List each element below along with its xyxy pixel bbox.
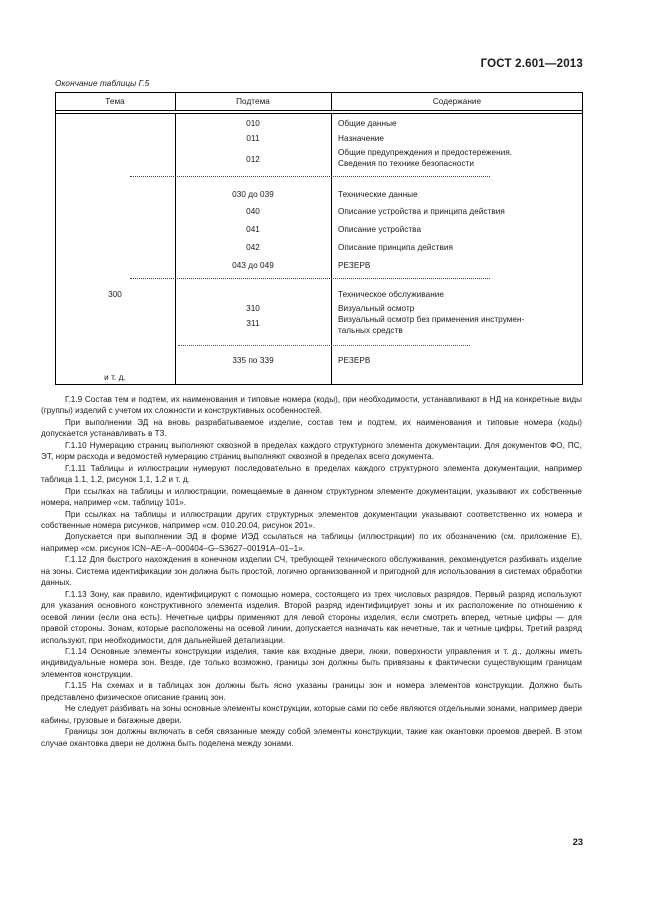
paragraph: Г.1.12 Для быстрого нахождения в конечном изделии СЧ, требующей технического обслуживания, рекомендуется разбивать изделие на зоны. Система идентификации зон должна быть простой, логично организованной и пригодной для использования в системах обработки данных. <box>41 555 582 588</box>
table-cell-content: Сведения по технике безопасности <box>338 159 475 168</box>
table-cell-theme: 300 <box>108 290 122 299</box>
table-cell-content: РЕЗЕРВ <box>338 356 371 365</box>
table-cell-content: РЕЗЕРВ <box>338 261 371 270</box>
table-cell-subtheme: 335 по 339 <box>232 356 274 365</box>
table-cell-content: Назначение <box>338 134 384 143</box>
paragraph: Г.1.11 Таблицы и иллюстрации нумеруют последовательно в пределах каждого структурного элемента документации, например таблица 1.1, 1.2, рисунок 1.1, 1.2 и т. д. <box>41 463 582 485</box>
table-dotted-separator <box>178 345 470 346</box>
page-number: 23 <box>572 837 583 847</box>
paragraph: Г.1.15 На схемах и в таблицах зон должны быть ясно указаны границы зон и номера элементов конструкции. Должно быть представлено физическое описание границ зон. <box>41 681 582 702</box>
table-dotted-separator <box>130 176 490 177</box>
body-text-block <box>41 394 582 749</box>
paragraph: Г.1.10 Нумерацию страниц выполняют сквозной в пределах каждого структурного элемента документации. Для документов ФО, ПС, ЭТ, норм расхода и ведомостей нумерацию страниц выполняют сквозной в пределах всего документа. <box>41 440 582 462</box>
table-cell-content: тальных средств <box>338 326 403 335</box>
paragraph: При выполнении ЭД на вновь разрабатываемое изделие, состав тем и подтем, их наименования и типовые номера (коды) допускается устанавливать в ТЗ. <box>41 417 582 439</box>
paragraph: При ссылках на таблицы и иллюстрации, помещаемые в данном структурном элементе документации, указывают их собственные номера, например «см. таблицу 101». <box>41 486 582 508</box>
table-cell-subtheme: 011 <box>246 134 260 143</box>
table-column-header-content: Содержание <box>432 97 482 106</box>
table-cell-subtheme: 040 <box>246 207 260 216</box>
table-cell-content: Общие данные <box>338 119 397 128</box>
table-cell-subtheme: 010 <box>246 119 260 128</box>
table-cell-content: Описание устройства <box>338 225 422 234</box>
table-cell-content: Общие предупреждения и предостережения. <box>338 148 513 157</box>
table-cell-subtheme: 012 <box>246 155 260 164</box>
table-cell-subtheme: 030 до 039 <box>232 190 274 199</box>
table-dotted-separator <box>130 278 490 279</box>
table-header-rule-bottom <box>55 113 583 114</box>
table-column-header-subtheme: Подтема <box>236 97 270 106</box>
paragraph: Г.1.13 Зону, как правило, идентифицируют с помощью номера, состоящего из трех числовых разрядов. Первый разряд используют для указания основного конструктивного элемента изделия. Второй разряд идентифицирует зоны и их расположение по отношению к осевой линии (если она есть). Нечетные цифры применяют для левой стороны изделия, если смотреть вперед, четные цифры — для правой стороны. Зонам, которые расположены на осевой линии, допускается назначать как нечетные, так и четные цифры. Третий разряд используют, при необходимости, для дальнейшей детализации. <box>41 589 582 645</box>
paragraph: При ссылках на таблицы и иллюстрации других структурных элементов документации указывают соответственно их номера и собственные номера рисунков, например «см. 010.20.04, рисунок 201». <box>41 509 582 530</box>
table-cell-content: Технические данные <box>338 190 418 199</box>
paragraph: Границы зон должны включать в себя связанные между собой элементы конструкции, такие как окантовки проемов дверей. В этом случае окантовка двери не должна быть поделена между зонами. <box>41 727 582 748</box>
standard-header: ГОСТ 2.601—2013 <box>480 58 583 70</box>
paragraph: Допускается при выполнении ЭД в форме ИЭД ссылаться на таблицы (иллюстрации) по их обозначению (см. приложение Е), например «см. рисунок ICN–AE–A–000404–G–S3627–00191A–01–1». <box>41 532 582 553</box>
table-cell-subtheme: 042 <box>246 243 260 252</box>
paragraph: Не следует разбивать на зоны основные элементы конструкции, которые сами по себе являются отдельными зонами, например двери кабины, грузовые и багажные двери. <box>41 704 582 725</box>
table-cell-subtheme: 310 <box>246 304 260 313</box>
table-cell-theme: и т. д. <box>104 373 126 382</box>
table-cell-content: Техническое обслуживание <box>338 290 444 299</box>
table-column-header-theme: Тема <box>105 97 125 106</box>
paragraph: Г.1.9 Состав тем и подтем, их наименования и типовые номера (коды), при необходимости, устанавливают в НД на конкретные виды (группы) изделий с учетом их сложности и конструктивных особенностей. <box>41 395 582 416</box>
paragraph: Г.1.14 Основные элементы конструкции изделия, такие как входные двери, люки, поверхности управления и т. д., должны иметь индивидуальные номера зон. Везде, где только возможно, границы зон должны быть привязаны к фактически существующим границам элементов конструкции. <box>41 646 582 679</box>
table-cell-content: Описание принципа действия <box>338 243 453 252</box>
table-caption: Окончание таблицы Г.5 <box>55 79 150 88</box>
table-cell-content: Визуальный осмотр <box>338 304 415 313</box>
table-header-rule-top <box>55 110 583 111</box>
table-cell-subtheme: 043 до 049 <box>232 261 274 270</box>
table-cell-subtheme: 311 <box>246 319 260 328</box>
table-cell-content: Описание устройства и принципа действия <box>338 207 505 216</box>
table-cell-content: Визуальный осмотр без применения инструмен- <box>338 315 525 324</box>
table-cell-subtheme: 041 <box>246 225 260 234</box>
